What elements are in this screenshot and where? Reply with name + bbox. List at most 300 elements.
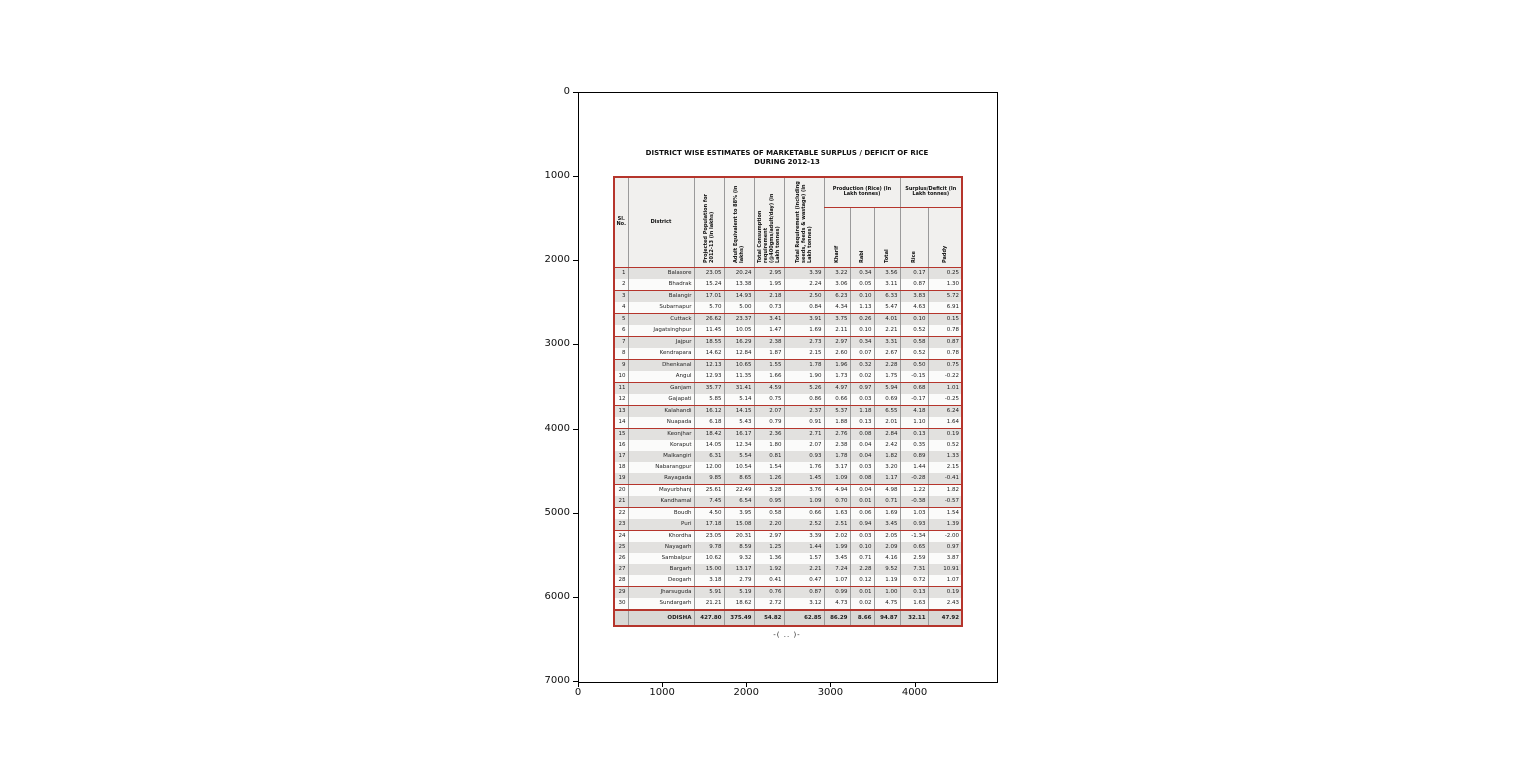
- table-row: [614, 405, 962, 417]
- value-cell: 0.71: [874, 496, 900, 508]
- value-cell: 94.87: [874, 610, 900, 626]
- value-cell: 1.25: [754, 542, 784, 553]
- value-cell: 5.94: [874, 382, 900, 394]
- x-tick-label: 4000: [901, 687, 928, 698]
- value-cell: 1.22: [900, 484, 928, 496]
- value-cell: 0.93: [784, 451, 824, 462]
- value-cell: 4.97: [824, 382, 850, 394]
- value-cell: 9.78: [694, 542, 724, 553]
- district-cell: Nuapada: [628, 417, 694, 429]
- value-cell: 5.72: [928, 290, 962, 302]
- value-cell: 6.24: [928, 405, 962, 417]
- value-cell: 4.59: [754, 382, 784, 394]
- value-cell: 0.68: [900, 382, 928, 394]
- value-cell: 20.31: [724, 530, 754, 542]
- value-cell: 0.58: [900, 336, 928, 348]
- value-cell: 5.54: [724, 451, 754, 462]
- value-cell: 3.17: [824, 462, 850, 473]
- value-cell: 3.45: [874, 519, 900, 531]
- table-row: [614, 530, 962, 542]
- value-cell: 2.52: [784, 519, 824, 531]
- sl-no-cell: 2: [614, 279, 628, 291]
- sl-no-cell: 6: [614, 325, 628, 337]
- value-cell: 0.84: [784, 302, 824, 314]
- value-cell: 1.00: [874, 586, 900, 598]
- value-cell: 0.01: [850, 496, 874, 508]
- value-cell: 22.49: [724, 484, 754, 496]
- value-cell: 1.36: [754, 553, 784, 564]
- value-cell: 14.05: [694, 440, 724, 451]
- document-title-line2: DURING 2012-13: [754, 158, 820, 166]
- value-cell: 1.19: [874, 575, 900, 587]
- value-cell: 0.66: [784, 507, 824, 519]
- value-cell: 2.38: [824, 440, 850, 451]
- value-cell: 15.08: [724, 519, 754, 531]
- header-total-consumption: Total Consumption requirement (@400gms/adult/day) (in Lakh tonnes): [754, 177, 784, 267]
- y-tick-label: 0: [563, 86, 570, 97]
- value-cell: 3.06: [824, 279, 850, 291]
- value-cell: 0.26: [850, 313, 874, 325]
- x-tick-mark: [662, 682, 663, 687]
- value-cell: 4.98: [874, 484, 900, 496]
- value-cell: 9.52: [874, 564, 900, 575]
- sl-no-cell: 13: [614, 405, 628, 417]
- value-cell: 13.38: [724, 279, 754, 291]
- table-row: [614, 484, 962, 496]
- value-cell: 2.67: [874, 348, 900, 360]
- table-row: [614, 290, 962, 302]
- value-cell: 5.26: [784, 382, 824, 394]
- sl-no-cell: 23: [614, 519, 628, 531]
- sl-no-cell: 3: [614, 290, 628, 302]
- value-cell: 8.59: [724, 542, 754, 553]
- value-cell: 2.21: [784, 564, 824, 575]
- sl-no-cell: 27: [614, 564, 628, 575]
- value-cell: 0.12: [850, 575, 874, 587]
- y-tick-label: 6000: [544, 590, 570, 602]
- value-cell: 0.34: [850, 336, 874, 348]
- value-cell: 1.17: [874, 473, 900, 485]
- value-cell: 1.66: [754, 371, 784, 383]
- value-cell: 47.92: [928, 610, 962, 626]
- value-cell: 3.91: [784, 313, 824, 325]
- value-cell: 12.34: [724, 440, 754, 451]
- value-cell: 0.13: [900, 586, 928, 598]
- value-cell: 0.10: [900, 313, 928, 325]
- value-cell: 2.50: [784, 290, 824, 302]
- table-row: [614, 507, 962, 519]
- value-cell: 1.73: [824, 371, 850, 383]
- value-cell: 0.50: [900, 359, 928, 371]
- x-tick-label: 1000: [649, 687, 675, 698]
- y-tick-mark: [573, 92, 578, 93]
- value-cell: 0.06: [850, 507, 874, 519]
- sl-no-cell: 21: [614, 496, 628, 508]
- sl-no-cell: 10: [614, 371, 628, 383]
- y-tick-label: 3000: [544, 338, 570, 350]
- value-cell: 1.92: [754, 564, 784, 575]
- table-row: [614, 382, 962, 394]
- value-cell: 0.79: [754, 417, 784, 429]
- table-row: [614, 348, 962, 360]
- value-cell: -0.15: [900, 371, 928, 383]
- value-cell: 4.94: [824, 484, 850, 496]
- value-cell: 0.07: [850, 348, 874, 360]
- value-cell: 1.44: [900, 462, 928, 473]
- value-cell: 1.63: [900, 598, 928, 610]
- value-cell: 1.30: [928, 279, 962, 291]
- sl-no-cell: 5: [614, 313, 628, 325]
- value-cell: 14.15: [724, 405, 754, 417]
- x-tick-mark: [746, 682, 747, 687]
- value-cell: 17.18: [694, 519, 724, 531]
- value-cell: 0.10: [850, 290, 874, 302]
- value-cell: 0.87: [900, 279, 928, 291]
- table-row: [614, 542, 962, 553]
- value-cell: 0.02: [850, 371, 874, 383]
- value-cell: 0.10: [850, 325, 874, 337]
- district-cell: Puri: [628, 519, 694, 531]
- value-cell: 1.82: [874, 451, 900, 462]
- table-row: [614, 586, 962, 598]
- value-cell: 26.62: [694, 313, 724, 325]
- value-cell: 0.52: [900, 325, 928, 337]
- table-row: [614, 267, 962, 279]
- value-cell: 0.97: [850, 382, 874, 394]
- value-cell: 31.41: [724, 382, 754, 394]
- y-tick-label: 2000: [544, 254, 570, 266]
- value-cell: 1.76: [784, 462, 824, 473]
- table-row: [614, 359, 962, 371]
- value-cell: 4.01: [874, 313, 900, 325]
- table-row: [614, 553, 962, 564]
- value-cell: 18.55: [694, 336, 724, 348]
- value-cell: 10.05: [724, 325, 754, 337]
- sl-no-cell: 1: [614, 267, 628, 279]
- sl-no-cell: [614, 610, 628, 626]
- value-cell: 0.91: [784, 417, 824, 429]
- value-cell: 0.52: [900, 348, 928, 360]
- value-cell: 32.11: [900, 610, 928, 626]
- value-cell: -0.17: [900, 394, 928, 406]
- value-cell: -1.34: [900, 530, 928, 542]
- sl-no-cell: 4: [614, 302, 628, 314]
- value-cell: 12.84: [724, 348, 754, 360]
- district-cell: Cuttack: [628, 313, 694, 325]
- value-cell: 9.85: [694, 473, 724, 485]
- table-header: [614, 177, 962, 267]
- header-adult-equivalent: Adult Equivalent to 88% (in lakhs): [724, 177, 754, 267]
- district-cell: ODISHA: [628, 610, 694, 626]
- value-cell: 0.58: [754, 507, 784, 519]
- sl-no-cell: 18: [614, 462, 628, 473]
- document-title-line1: DISTRICT WISE ESTIMATES OF MARKETABLE SURPLUS / DEFICIT OF RICE: [645, 149, 929, 157]
- surplus-deficit-table: [613, 176, 963, 627]
- value-cell: 0.03: [850, 462, 874, 473]
- value-cell: 2.97: [824, 336, 850, 348]
- table-row: [614, 462, 962, 473]
- value-cell: 1.87: [754, 348, 784, 360]
- value-cell: 6.23: [824, 290, 850, 302]
- y-tick-label: 1000: [544, 170, 570, 182]
- value-cell: 0.52: [928, 440, 962, 451]
- value-cell: 1.09: [824, 473, 850, 485]
- value-cell: 0.03: [850, 530, 874, 542]
- value-cell: 1.33: [928, 451, 962, 462]
- value-cell: 1.07: [928, 575, 962, 587]
- value-cell: 0.73: [754, 302, 784, 314]
- value-cell: 0.87: [784, 586, 824, 598]
- table-total-row: [614, 610, 962, 626]
- value-cell: 35.77: [694, 382, 724, 394]
- value-cell: 0.08: [850, 473, 874, 485]
- district-cell: Mayurbhanj: [628, 484, 694, 496]
- value-cell: 0.78: [928, 348, 962, 360]
- value-cell: 1.44: [784, 542, 824, 553]
- sl-no-cell: 8: [614, 348, 628, 360]
- value-cell: 0.99: [824, 586, 850, 598]
- x-tick-label: 0: [574, 687, 582, 698]
- scanned-document: [613, 149, 961, 639]
- header-surplus-group: Surplus/Deficit (In Lakh tonnes): [900, 177, 962, 207]
- value-cell: 0.75: [928, 359, 962, 371]
- header-district: District: [628, 177, 694, 267]
- value-cell: 1.69: [874, 507, 900, 519]
- y-tick-mark: [573, 176, 578, 177]
- value-cell: 7.24: [824, 564, 850, 575]
- value-cell: 1.88: [824, 417, 850, 429]
- value-cell: 2.28: [850, 564, 874, 575]
- value-cell: 0.19: [928, 428, 962, 440]
- value-cell: 1.07: [824, 575, 850, 587]
- value-cell: 4.75: [874, 598, 900, 610]
- district-cell: Jharsuguda: [628, 586, 694, 598]
- x-tick-mark: [578, 682, 579, 687]
- sl-no-cell: 12: [614, 394, 628, 406]
- value-cell: 1.75: [874, 371, 900, 383]
- sl-no-cell: 19: [614, 473, 628, 485]
- value-cell: 0.94: [850, 519, 874, 531]
- table-row: [614, 575, 962, 587]
- district-cell: Khordha: [628, 530, 694, 542]
- value-cell: 1.45: [784, 473, 824, 485]
- district-cell: Koraput: [628, 440, 694, 451]
- page-footer-mark: -( .. )-: [773, 630, 801, 639]
- value-cell: 23.05: [694, 267, 724, 279]
- value-cell: 0.34: [850, 267, 874, 279]
- value-cell: 9.32: [724, 553, 754, 564]
- table-row: [614, 440, 962, 451]
- y-tick-mark: [573, 429, 578, 430]
- header-rabi: Rabi: [850, 207, 874, 267]
- value-cell: 0.41: [754, 575, 784, 587]
- district-cell: Sambalpur: [628, 553, 694, 564]
- value-cell: 2.84: [874, 428, 900, 440]
- table-row: [614, 313, 962, 325]
- value-cell: 0.05: [850, 279, 874, 291]
- value-cell: 25.61: [694, 484, 724, 496]
- value-cell: 2.79: [724, 575, 754, 587]
- district-cell: Angul: [628, 371, 694, 383]
- value-cell: 2.72: [754, 598, 784, 610]
- value-cell: 0.75: [754, 394, 784, 406]
- value-cell: 0.08: [850, 428, 874, 440]
- value-cell: 1.26: [754, 473, 784, 485]
- y-tick-mark: [573, 260, 578, 261]
- value-cell: 0.02: [850, 598, 874, 610]
- value-cell: 0.10: [850, 542, 874, 553]
- header-production-group: Production (Rice) (In Lakh tonnes): [824, 177, 900, 207]
- value-cell: 0.47: [784, 575, 824, 587]
- plot-axes: [578, 92, 998, 683]
- value-cell: 2.42: [874, 440, 900, 451]
- value-cell: 4.18: [900, 405, 928, 417]
- y-tick-label: 5000: [544, 506, 570, 518]
- value-cell: 5.37: [824, 405, 850, 417]
- value-cell: 6.54: [724, 496, 754, 508]
- value-cell: -0.25: [928, 394, 962, 406]
- district-cell: Bargarh: [628, 564, 694, 575]
- value-cell: 15.00: [694, 564, 724, 575]
- value-cell: 5.91: [694, 586, 724, 598]
- y-tick-mark: [573, 344, 578, 345]
- value-cell: 3.95: [724, 507, 754, 519]
- value-cell: 1.03: [900, 507, 928, 519]
- value-cell: 16.29: [724, 336, 754, 348]
- y-tick-label: 7000: [544, 675, 570, 686]
- sl-no-cell: 11: [614, 382, 628, 394]
- value-cell: 3.87: [928, 553, 962, 564]
- sl-no-cell: 7: [614, 336, 628, 348]
- value-cell: 7.31: [900, 564, 928, 575]
- value-cell: 2.01: [874, 417, 900, 429]
- table-row: [614, 598, 962, 610]
- value-cell: 2.37: [784, 405, 824, 417]
- value-cell: -0.38: [900, 496, 928, 508]
- header-total: Total: [874, 207, 900, 267]
- table-row: [614, 279, 962, 291]
- value-cell: 2.43: [928, 598, 962, 610]
- value-cell: 5.43: [724, 417, 754, 429]
- value-cell: 2.97: [754, 530, 784, 542]
- sl-no-cell: 20: [614, 484, 628, 496]
- sl-no-cell: 16: [614, 440, 628, 451]
- value-cell: 1.57: [784, 553, 824, 564]
- value-cell: 3.83: [900, 290, 928, 302]
- value-cell: 6.91: [928, 302, 962, 314]
- value-cell: 0.87: [928, 336, 962, 348]
- value-cell: 14.62: [694, 348, 724, 360]
- value-cell: 1.82: [928, 484, 962, 496]
- district-cell: Balasore: [628, 267, 694, 279]
- header-sl-no: Sl. No.: [614, 177, 628, 267]
- value-cell: 6.18: [694, 417, 724, 429]
- table-row: [614, 428, 962, 440]
- x-tick-mark: [830, 682, 831, 687]
- district-cell: Boudh: [628, 507, 694, 519]
- value-cell: 13.17: [724, 564, 754, 575]
- value-cell: 0.17: [900, 267, 928, 279]
- value-cell: 14.93: [724, 290, 754, 302]
- header-paddy: Paddy: [928, 207, 962, 267]
- value-cell: 6.31: [694, 451, 724, 462]
- value-cell: 6.33: [874, 290, 900, 302]
- value-cell: 1.47: [754, 325, 784, 337]
- value-cell: 375.49: [724, 610, 754, 626]
- value-cell: 2.15: [784, 348, 824, 360]
- value-cell: 0.65: [900, 542, 928, 553]
- value-cell: 2.07: [784, 440, 824, 451]
- value-cell: 62.85: [784, 610, 824, 626]
- value-cell: 15.24: [694, 279, 724, 291]
- district-cell: Keonjhar: [628, 428, 694, 440]
- value-cell: 10.91: [928, 564, 962, 575]
- value-cell: 2.11: [824, 325, 850, 337]
- x-tick-mark: [915, 682, 916, 687]
- district-cell: Nabarangpur: [628, 462, 694, 473]
- value-cell: 4.73: [824, 598, 850, 610]
- value-cell: 4.50: [694, 507, 724, 519]
- value-cell: 23.37: [724, 313, 754, 325]
- value-cell: 54.82: [754, 610, 784, 626]
- value-cell: 1.99: [824, 542, 850, 553]
- value-cell: 3.56: [874, 267, 900, 279]
- sl-no-cell: 9: [614, 359, 628, 371]
- value-cell: 0.15: [928, 313, 962, 325]
- value-cell: 0.66: [824, 394, 850, 406]
- district-cell: Kalahandi: [628, 405, 694, 417]
- table-row: [614, 394, 962, 406]
- value-cell: 1.64: [928, 417, 962, 429]
- value-cell: 0.69: [874, 394, 900, 406]
- value-cell: 0.93: [900, 519, 928, 531]
- district-cell: Balangir: [628, 290, 694, 302]
- value-cell: 2.18: [754, 290, 784, 302]
- value-cell: 427.80: [694, 610, 724, 626]
- district-cell: Deogarh: [628, 575, 694, 587]
- header-rice: Rice: [900, 207, 928, 267]
- value-cell: 1.39: [928, 519, 962, 531]
- value-cell: 1.69: [784, 325, 824, 337]
- district-cell: Malkangiri: [628, 451, 694, 462]
- table-row: [614, 325, 962, 337]
- district-cell: Kendrapara: [628, 348, 694, 360]
- header-kharif: Kharif: [824, 207, 850, 267]
- table-row: [614, 473, 962, 485]
- y-tick-mark: [573, 597, 578, 598]
- value-cell: 5.00: [724, 302, 754, 314]
- district-cell: Gajapati: [628, 394, 694, 406]
- district-cell: Jagatsinghpur: [628, 325, 694, 337]
- district-cell: Jajpur: [628, 336, 694, 348]
- value-cell: 4.34: [824, 302, 850, 314]
- table-row: [614, 564, 962, 575]
- value-cell: 3.22: [824, 267, 850, 279]
- table-row: [614, 519, 962, 531]
- value-cell: -0.57: [928, 496, 962, 508]
- value-cell: 2.51: [824, 519, 850, 531]
- value-cell: 2.59: [900, 553, 928, 564]
- value-cell: 1.63: [824, 507, 850, 519]
- value-cell: 2.73: [784, 336, 824, 348]
- district-cell: Dhenkanal: [628, 359, 694, 371]
- value-cell: 0.32: [850, 359, 874, 371]
- district-cell: Bhadrak: [628, 279, 694, 291]
- value-cell: 1.54: [928, 507, 962, 519]
- value-cell: 3.31: [874, 336, 900, 348]
- value-cell: 0.81: [754, 451, 784, 462]
- value-cell: 12.93: [694, 371, 724, 383]
